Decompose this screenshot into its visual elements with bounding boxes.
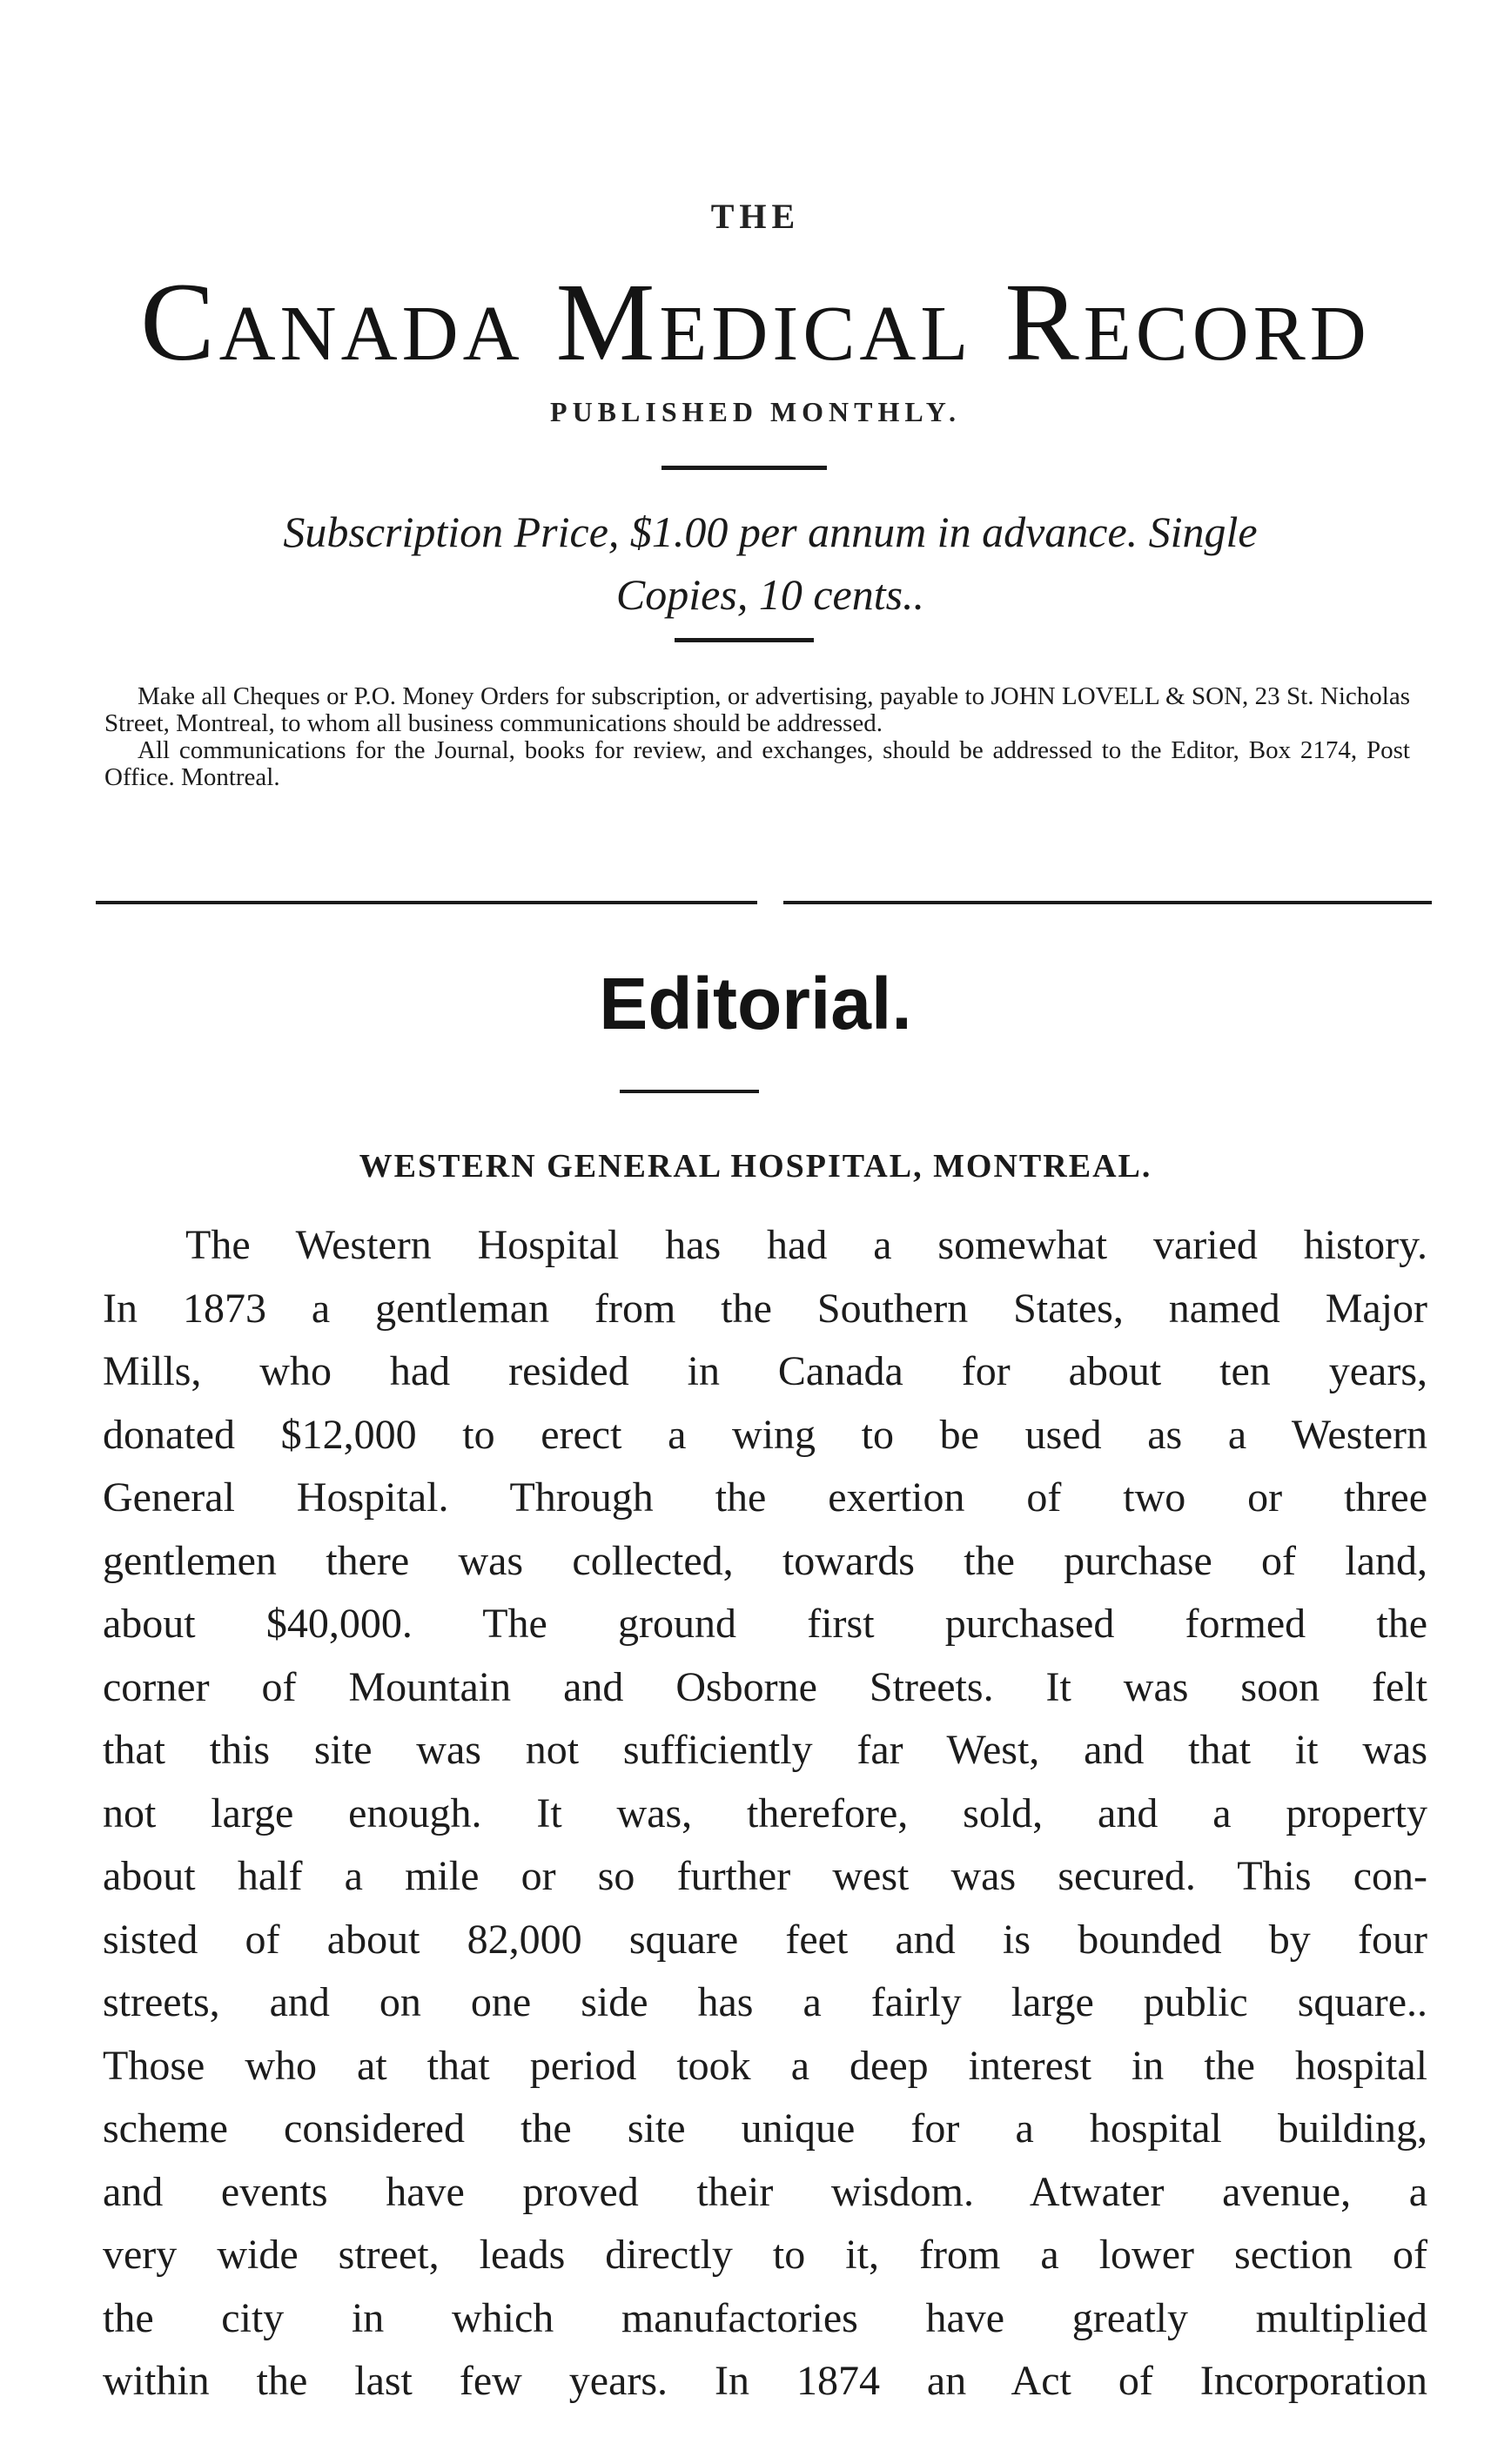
payment-notice: Make all Cheques or P.O. Money Orders for subscription, or advertising, payable to JOHN LOVELL & SON, 23 St. Nicholas Street, Montreal, to whom all business communications should be addressed. bbox=[104, 682, 1410, 737]
article-line: streets, and on one side has a fairly large public square.. bbox=[103, 1979, 1427, 2025]
article-line: not large enough. It was, therefore, sold, and a property bbox=[103, 1789, 1427, 1836]
article-line: corner of Mountain and Osborne Streets. It was soon felt bbox=[103, 1663, 1427, 1710]
masthead-the: THE bbox=[710, 197, 801, 236]
article-line: within the last few years. In 1874 an Act of Incorporation bbox=[103, 2358, 1427, 2404]
article-line: very wide street, leads directly to it, from a lower section of bbox=[103, 2232, 1427, 2278]
article-line: about half a mile or so further west was secured. This con- bbox=[103, 1853, 1427, 1899]
article-line: In 1873 a gentleman from the Southern States, named Major bbox=[103, 1285, 1427, 1332]
article-line: the city in which manufactories have greatly multiplied bbox=[103, 2294, 1427, 2341]
article-line: donated $12,000 to erect a wing to be used as a Western bbox=[103, 1411, 1427, 1458]
article-line: Mills, who had resided in Canada for about ten years, bbox=[103, 1348, 1427, 1394]
article-line: scheme considered the site unique for a hospital building, bbox=[103, 2105, 1427, 2152]
masthead-rule bbox=[661, 466, 827, 470]
article-line: gentlemen there was collected, towards the purchase of land, bbox=[103, 1537, 1427, 1584]
subscription-info bbox=[148, 500, 1393, 626]
section-divider-left bbox=[96, 901, 757, 904]
article-line: and events have proved their wisdom. Atwater avenue, a bbox=[103, 2168, 1427, 2215]
article-heading: WESTERN GENERAL HOSPITAL, MONTREAL. bbox=[359, 1148, 1152, 1185]
business-notice bbox=[104, 683, 1410, 791]
subscription-line-1: Subscription Price, $1.00 per annum in advance. Single bbox=[283, 507, 1258, 556]
journal-title: Canada Medical Record bbox=[140, 260, 1371, 384]
section-divider-right bbox=[783, 901, 1432, 904]
editorial-heading: Editorial. bbox=[599, 963, 912, 1044]
article-line: that this site was not sufficiently far West, and that it was bbox=[103, 1727, 1427, 1773]
article-line: about $40,000. The ground first purchased formed the bbox=[103, 1601, 1427, 1647]
publication-frequency: PUBLISHED MONTHLY. bbox=[550, 396, 961, 427]
article-body bbox=[103, 1214, 1427, 2414]
editorial-rule bbox=[620, 1090, 759, 1093]
subscription-line-2: Copies, 10 cents.. bbox=[615, 570, 925, 619]
article-line: The Western Hospital has had a somewhat varied history. bbox=[185, 1222, 1427, 1268]
article-line: sisted of about 82,000 square feet and is bounded by four bbox=[103, 1916, 1427, 1963]
article-line: Those who at that period took a deep interest in the hospital bbox=[103, 2042, 1427, 2089]
communications-notice: All communications for the Journal, books for review, and exchanges, should be addressed to the Editor, Box 2174, Post Office. Montreal. bbox=[104, 736, 1410, 791]
article-line: General Hospital. Through the exertion of two or three bbox=[103, 1474, 1427, 1521]
subscription-rule bbox=[675, 638, 814, 642]
